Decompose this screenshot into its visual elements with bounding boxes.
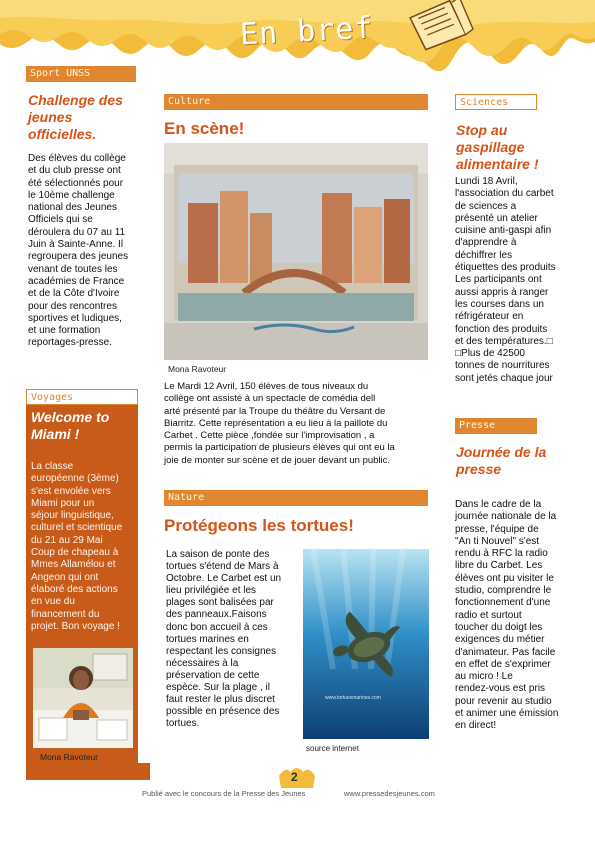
footer-credit: Publié avec le concours de la Presse des Jeunes [142,789,306,798]
tag-sciences: Sciences [455,94,537,110]
nature-body: La saison de ponte des tortues s'étend de Mars à Octobre. Le Carbet est un lieu privilégiée et les plages sont balisées par des panneaux.Faisons donc bon accueil à ces tortues marines en respectant les consignes nécessaires à la préservation de cette espèce. Sur la plage , il faut rester le plus discret possible en présence des tortues. [166,549,282,730]
tag-voyages: Voyages [26,389,138,405]
sport-headline: Challenge des jeunes officielles. [28,92,123,142]
sciences-headline: Stop au gaspillage alimentaire ! [456,122,539,172]
tag-culture: Culture [164,94,428,110]
voyages-caption: Mona Ravoteur [40,752,99,762]
culture-caption: Mona Ravoteur [168,364,227,374]
turtle-photo [303,549,429,739]
voyages-photo [33,648,133,748]
presse-body: Dans le cadre de la journée nationale de la presse, l'équipe de "An ti Nouvel" s'est rendu à RFC la radio libre du Carbet. Les élèves ont pu visiter le studio, comprendre le fonctionnement d'une radio et surtout toucher du doigt les exigences du métier d'animateur. Pas facile en effet de s'exprimer au micro ! Le rendez-vous est pris pour revenir au studio et animer une émission en direct! [455,499,559,732]
presse-headline: Journée de la presse [456,444,547,477]
footer-url[interactable]: www.pressedesjeunes.com [344,789,435,798]
masthead-title: En bref [239,10,375,53]
tag-sport: Sport UNSS [26,66,136,82]
voyages-headline: Welcome to Miami ! [31,409,110,442]
culture-headline: En scène! [164,119,245,138]
culture-body: Le Mardi 12 Avril, 150 élèves de tous niveaux du collège ont assisté à un spectacle de comédia dell arté présenté par la Troupe du théâtre du Versant de Biarritz. Cette représentation a eu lieu à la paillote du Carbet . Cette pièce ,fondée sur l'improvisation , a permis la participation de plusieurs élèves qui ont eu la joie de monter sur scène et de jouer devant un public. [164,381,395,466]
voyages-body: La classe européenne (3ème) s'est envolée vers Miami pour un séjour linguistique, culturel et scientique du 21 au 29 Mai Coup de chapeau à Mmes Allamélou et Angeon qui ont élaboré des actions en vue du financement du projet. Bon voyage ! [31,461,123,632]
voyages-sidebar-foot [26,763,150,780]
nature-headline: Protégeons les tortues! [164,516,354,535]
sport-body: Des élèves du collège et du club presse ont été sélectionnés pour le 10ème challenge national des Jeunes Officiels qui se déroulera du 07 au 11 Juin à Sainte-Anne. Il regroupera des jeunes venant de toutes les académies de France et de la Côte d'Ivoire pour des rencontres sportives et ludiques, et une formation reportages-presse. [28,153,129,349]
turtle-photo-watermark: www.tortuesmarines.com [325,695,381,701]
tag-nature: Nature [164,490,428,506]
culture-photo [164,143,428,360]
sciences-body: Lundi 18 Avril, l'association du carbet de sciences a présenté un atelier cuisine anti-gaspi afin d'apprendre à déchiffrer les étiquettes des produits Les participants ont aussi appris à ranger les courses dans un réfrigérateur en fonction des produits et des températures.□ □Plus de 42500 tonnes de nourritures sont jetés chaque jour [455,176,556,384]
tag-presse: Presse [455,418,537,434]
page-number: 2 [291,770,298,784]
nature-caption: source internet [306,744,359,753]
